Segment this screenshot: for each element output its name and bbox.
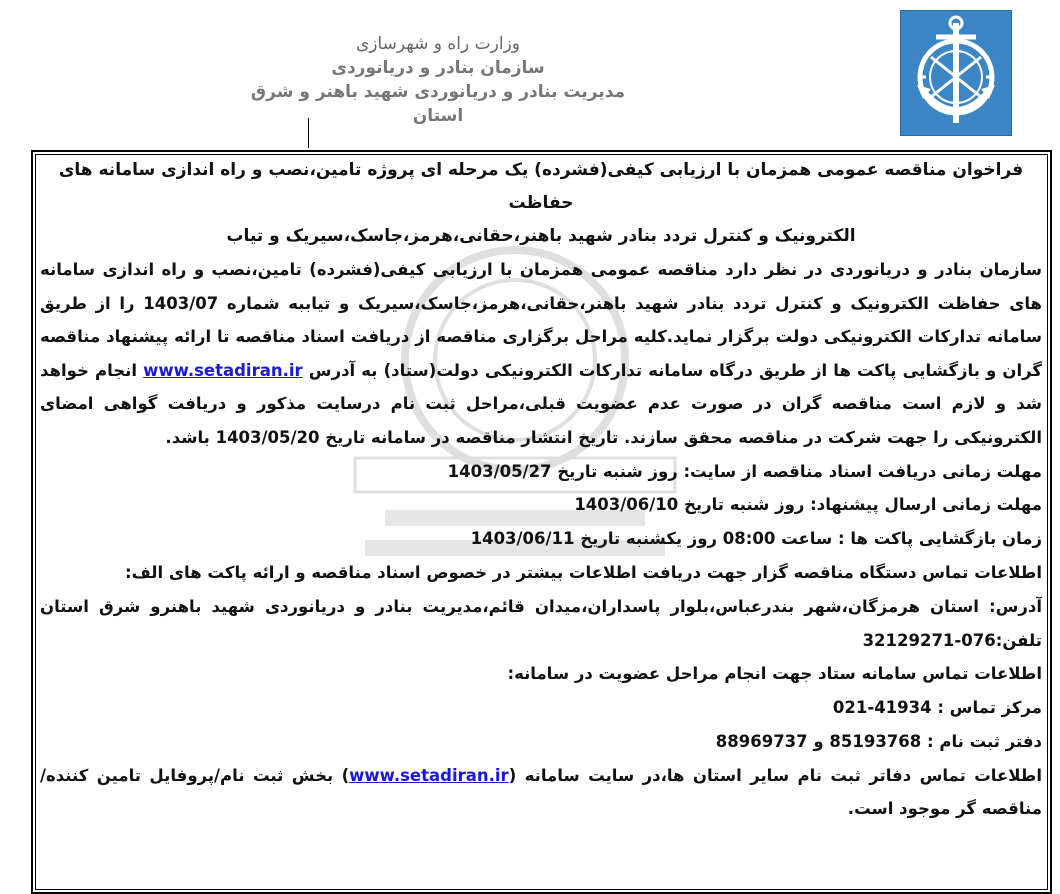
contact-heading: اطلاعات تماس دستگاه مناقصه گزار جهت دریافت اطلاعات بیشتر در خصوص اسناد مناقصه و ارائه پاکت های الف: xyxy=(125,562,1042,582)
divider-line xyxy=(308,118,309,148)
notice-content xyxy=(40,154,1042,826)
notice-title-line-1: فراخوان مناقصه عمومی همزمان با ارزیابی کیفی(فشرده) یک مرحله ای پروژه تامین،نصب و راه اندازی سامانه های حفاظت xyxy=(58,160,1024,213)
other-provinces-text-2: ) بخش ثبت نام/پروفایل تامین کننده/مناقصه گر موجود است. xyxy=(40,765,1042,819)
directorate-name: مدیریت بنادر و دریانوردی شهید باهنر و شرق استان xyxy=(250,82,626,126)
setadiran-link[interactable]: www.setadiran.ir xyxy=(143,360,303,380)
letterhead xyxy=(228,32,648,128)
setad-contact-heading: اطلاعات تماس سامانه ستاد جهت انجام مراحل عضویت در سامانه: xyxy=(507,664,1042,684)
other-provinces-info xyxy=(40,759,1042,826)
body-text-1: سازمان بنادر و دریانوردی در نظر دارد مناقصه عمومی همزمان با ارزیابی کیفی(فشرده) تامین،نصب و راه اندازی سامانه های حفاظت الکترونیک و کنترل تردد بنادر شهید باهنر،حقانی،هرمز،جاسک،سیریک و تیاببه شماره 1403/07 را از طریق سامانه تدارکات الکترونیکی دولت برگزار نماید.کلیه مراحل برگزاری مناقصه از دریافت اسناد مناقصه تا ارائه پیشنهاد مناقصه گران و بازگشایی پاکت ها از طریق درگاه سامانه تدارکات الکترونیکی دولت(ستاد) به آدرس xyxy=(40,260,1043,380)
address: آدرس: استان هرمزگان،شهر بندرعباس،بلوار پاسداران،میدان قائم،مدیریت بنادر و دریانوردی شهید باهنرو شرق استان xyxy=(40,596,1042,616)
opening-time: زمان بازگشایی پاکت ها : ساعت 08:00 روز یکشنبه تاریخ 1403/06/11 xyxy=(470,529,1042,549)
registration-office: دفتر ثبت نام : 85193768 و 88969737 xyxy=(715,731,1042,751)
body-text-2: انجام خواهد شد و لازم است مناقصه گران در صورت عدم عضویت قبلی،مراحل ثبت نام درسایت مذکور و دریافت گواهی امضای الکترونیکی را جهت شرکت در مناقصه محقق سازند. تاریخ انتشار مناقصه در سامانه تاریخ 1403/05/20 باشد. xyxy=(40,360,1042,447)
ministry-name: وزارت راه و شهرسازی xyxy=(355,34,520,54)
other-provinces-text-1: اطلاعات تماس دفاتر ثبت نام سایر استان ها،در سایت سامانه ( xyxy=(508,765,1042,785)
phone: تلفن:076-32129271 xyxy=(862,630,1042,650)
notice-body xyxy=(40,253,1042,455)
document-deadline: مهلت زمانی دریافت اسناد مناقصه از سایت: روز شنبه تاریخ 1403/05/27 xyxy=(447,461,1042,481)
setadiran-link-2[interactable]: www.setadiran.ir xyxy=(349,765,509,785)
organization-name: سازمان بنادر و دریانوردی xyxy=(331,58,545,78)
notice-title-line-2: الکترونیک و کنترل تردد بنادر شهید باهنر،حقانی،هرمز،جاسک،سیریک و تیاب xyxy=(226,226,856,246)
bid-deadline: مهلت زمانی ارسال پیشنهاد: روز شنبه تاریخ 1403/06/10 xyxy=(574,495,1042,515)
contact-center: مرکز تماس : 41934-021 xyxy=(832,698,1042,718)
ports-organization-logo xyxy=(900,10,1012,136)
